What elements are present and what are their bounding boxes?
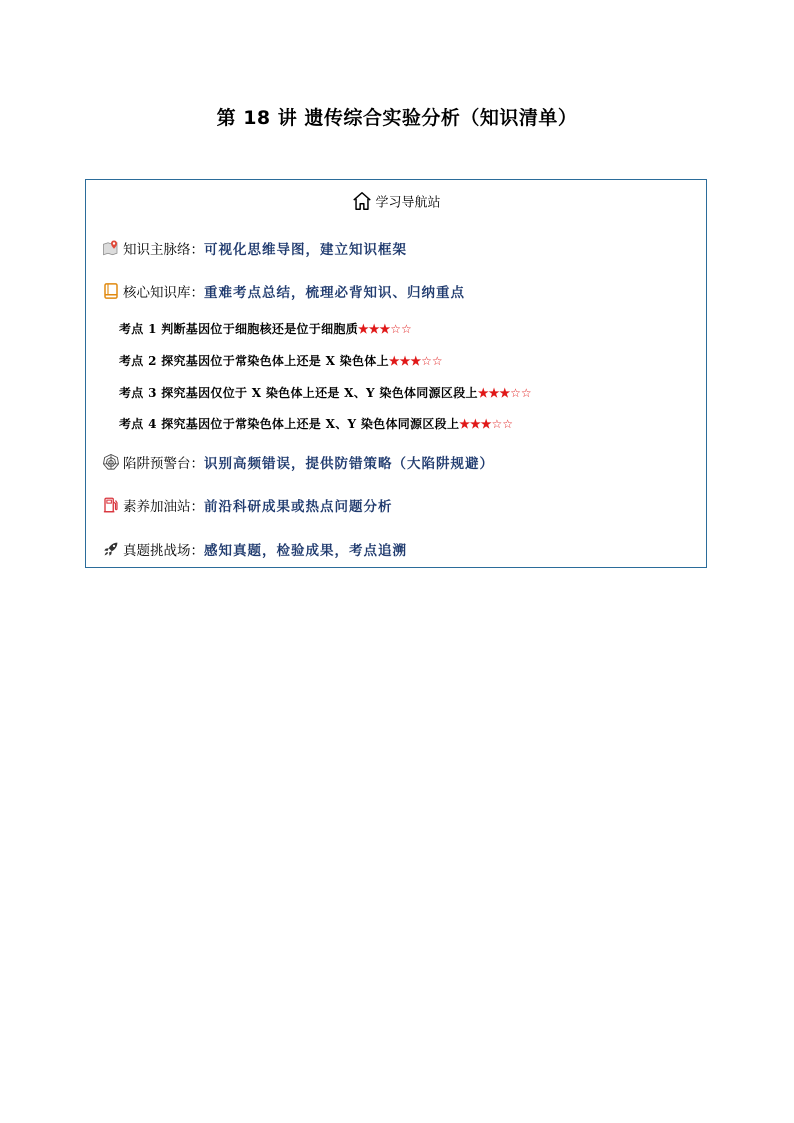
- nav-item-category: 核心知识库：: [123, 285, 204, 301]
- study-navigation-box: [85, 179, 707, 568]
- nav-item-trap-warning: [102, 452, 494, 472]
- home-icon: [351, 190, 373, 212]
- book-icon: [102, 282, 120, 300]
- fuel-pump-icon: [102, 496, 120, 514]
- difficulty-stars-filled: ★★★: [388, 354, 422, 368]
- knowledge-point-text: 考点 2 探究基因位于常染色体上还是 X 染色体上: [119, 354, 389, 368]
- nav-item-description: 感知真题，检验成果，考点追溯: [204, 543, 407, 559]
- nav-item-category: 知识主脉络：: [123, 242, 204, 258]
- nav-item-description: 识别高频错误，提供防错策略（大陷阱规避）: [204, 456, 494, 472]
- difficulty-stars-filled: ★★★: [477, 386, 511, 400]
- knowledge-point-text: 考点 3 探究基因仅位于 X 染色体上还是 X、Y 染色体同源区段上: [119, 386, 478, 400]
- nav-item-exam-challenge: [102, 539, 407, 559]
- knowledge-point-text: 考点 1 判断基因位于细胞核还是位于细胞质: [119, 322, 359, 336]
- nav-item-description: 可视化思维导图，建立知识框架: [204, 242, 407, 258]
- difficulty-stars-filled: ★★★: [358, 322, 391, 336]
- nav-item-mind-map: [102, 238, 407, 258]
- nav-item-core-knowledge: [102, 281, 465, 301]
- web-trap-icon: [102, 453, 120, 471]
- knowledge-point-1: [119, 320, 412, 337]
- knowledge-point-4: [119, 415, 513, 432]
- nav-item-description: 重难考点总结，梳理必背知识、归纳重点: [204, 285, 465, 301]
- nav-item-category: 真题挑战场：: [123, 543, 204, 559]
- page-title: 第 18 讲 遗传综合实验分析（知识清单）: [216, 107, 578, 129]
- nav-item-category: 素养加油站：: [123, 499, 204, 515]
- nav-item-literacy-station: [102, 495, 393, 515]
- nav-item-description: 前沿科研成果或热点问题分析: [204, 499, 393, 515]
- difficulty-stars-empty: ☆☆: [510, 386, 532, 400]
- map-pin-icon: [102, 239, 120, 257]
- knowledge-point-3: [119, 384, 532, 401]
- difficulty-stars-empty: ☆☆: [421, 354, 443, 368]
- nav-item-category: 陷阱预警台：: [123, 456, 204, 472]
- knowledge-point-2: [119, 352, 443, 369]
- nav-header-label: 学习导航站: [375, 195, 441, 211]
- difficulty-stars-empty: ☆☆: [390, 322, 412, 336]
- knowledge-point-text: 考点 4 探究基因位于常染色体上还是 X、Y 染色体同源区段上: [119, 417, 460, 431]
- difficulty-stars-empty: ☆☆: [491, 417, 514, 431]
- difficulty-stars-filled: ★★★: [459, 417, 492, 431]
- rocket-icon: [102, 540, 120, 558]
- nav-header: [86, 190, 706, 212]
